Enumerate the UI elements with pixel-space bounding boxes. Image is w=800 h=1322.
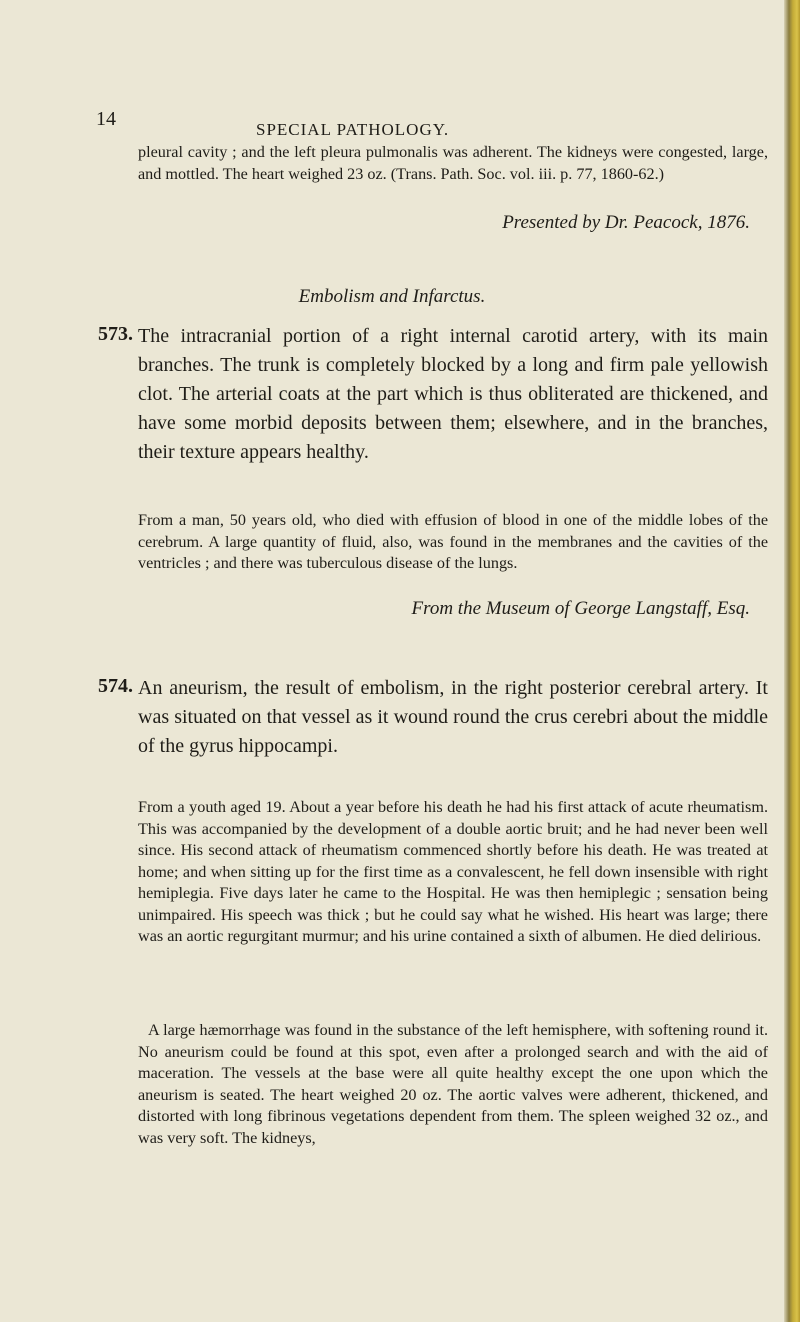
top-continuation-paragraph: pleural cavity ; and the left pleura pulmonalis was adherent. The kidneys were congested, large, and mottled. The heart weighed 23 oz. (Trans. Path. Soc. vol. iii. p. 77, 1860-62.) bbox=[138, 143, 768, 183]
specimen-history-text: From a man, 50 years old, who died with effusion of blood in one of the middle lobes of the cerebrum. A large quantity of fluid, also, was found in the membranes and the cavities of the ventricles ; and there was tuberculous disease of the lungs. bbox=[138, 511, 768, 572]
specimen-number: 574. bbox=[98, 675, 133, 697]
specimen-attribution: From the Museum of George Langstaff, Esq. bbox=[411, 598, 750, 619]
specimen-number: 573. bbox=[98, 323, 133, 345]
specimen-history bbox=[138, 510, 768, 575]
top-attribution: Presented by Dr. Peacock, 1876. bbox=[502, 212, 750, 233]
specimen-history-continued: A large hæmorrhage was found in the substance of the left hemisphere, with softening round it. No aneurism could be found at this spot, even after a prolonged search and with the aid of maceration. The vessels at the base were all quite healthy except the one upon which the aneurism is seated. The heart weighed 20 oz. The aortic valves were adherent, thickened, and distorted with long fibrinous vegetations dependent from them. The spleen weighed 32 oz., and was very soft. The kidneys, bbox=[138, 1021, 768, 1147]
section-heading: Embolism and Infarctus. bbox=[298, 286, 486, 307]
page-number: 14 bbox=[96, 108, 116, 130]
running-head: SPECIAL PATHOLOGY. bbox=[256, 120, 450, 139]
page-edge-binding bbox=[784, 0, 800, 1322]
specimen-description: An aneurism, the result of embolism, in the right posterior cerebral artery. It was situated on that vessel as it wound round the crus cerebri about the middle of the gyrus hippocampi. bbox=[138, 677, 768, 757]
specimen-description: The intracranial portion of a right internal carotid artery, with its main branches. The trunk is completely blocked by a long and firm pale yellowish clot. The arterial coats at the part which is thus obliterated are thickened, and have some morbid deposits between them; elsewhere, and in the branches, their texture appears healthy. bbox=[138, 325, 768, 463]
specimen-history: From a youth aged 19. About a year before his death he had his first attack of acute rheumatism. This was accompanied by the development of a double aortic bruit; and he had never been well since. His second attack of rheumatism commenced shortly before his death. He was treated at home; and when sitting up for the first time as a convalescent, he fell down insensible with right hemiplegia. Five days later he came to the Hospital. He was then hemiplegic ; sensation being unimpaired. His speech was thick ; but he could say what he wished. His heart was large; there was an aortic regurgitant murmur; and his urine contained a sixth of albumen. He died delirious. bbox=[138, 798, 768, 945]
